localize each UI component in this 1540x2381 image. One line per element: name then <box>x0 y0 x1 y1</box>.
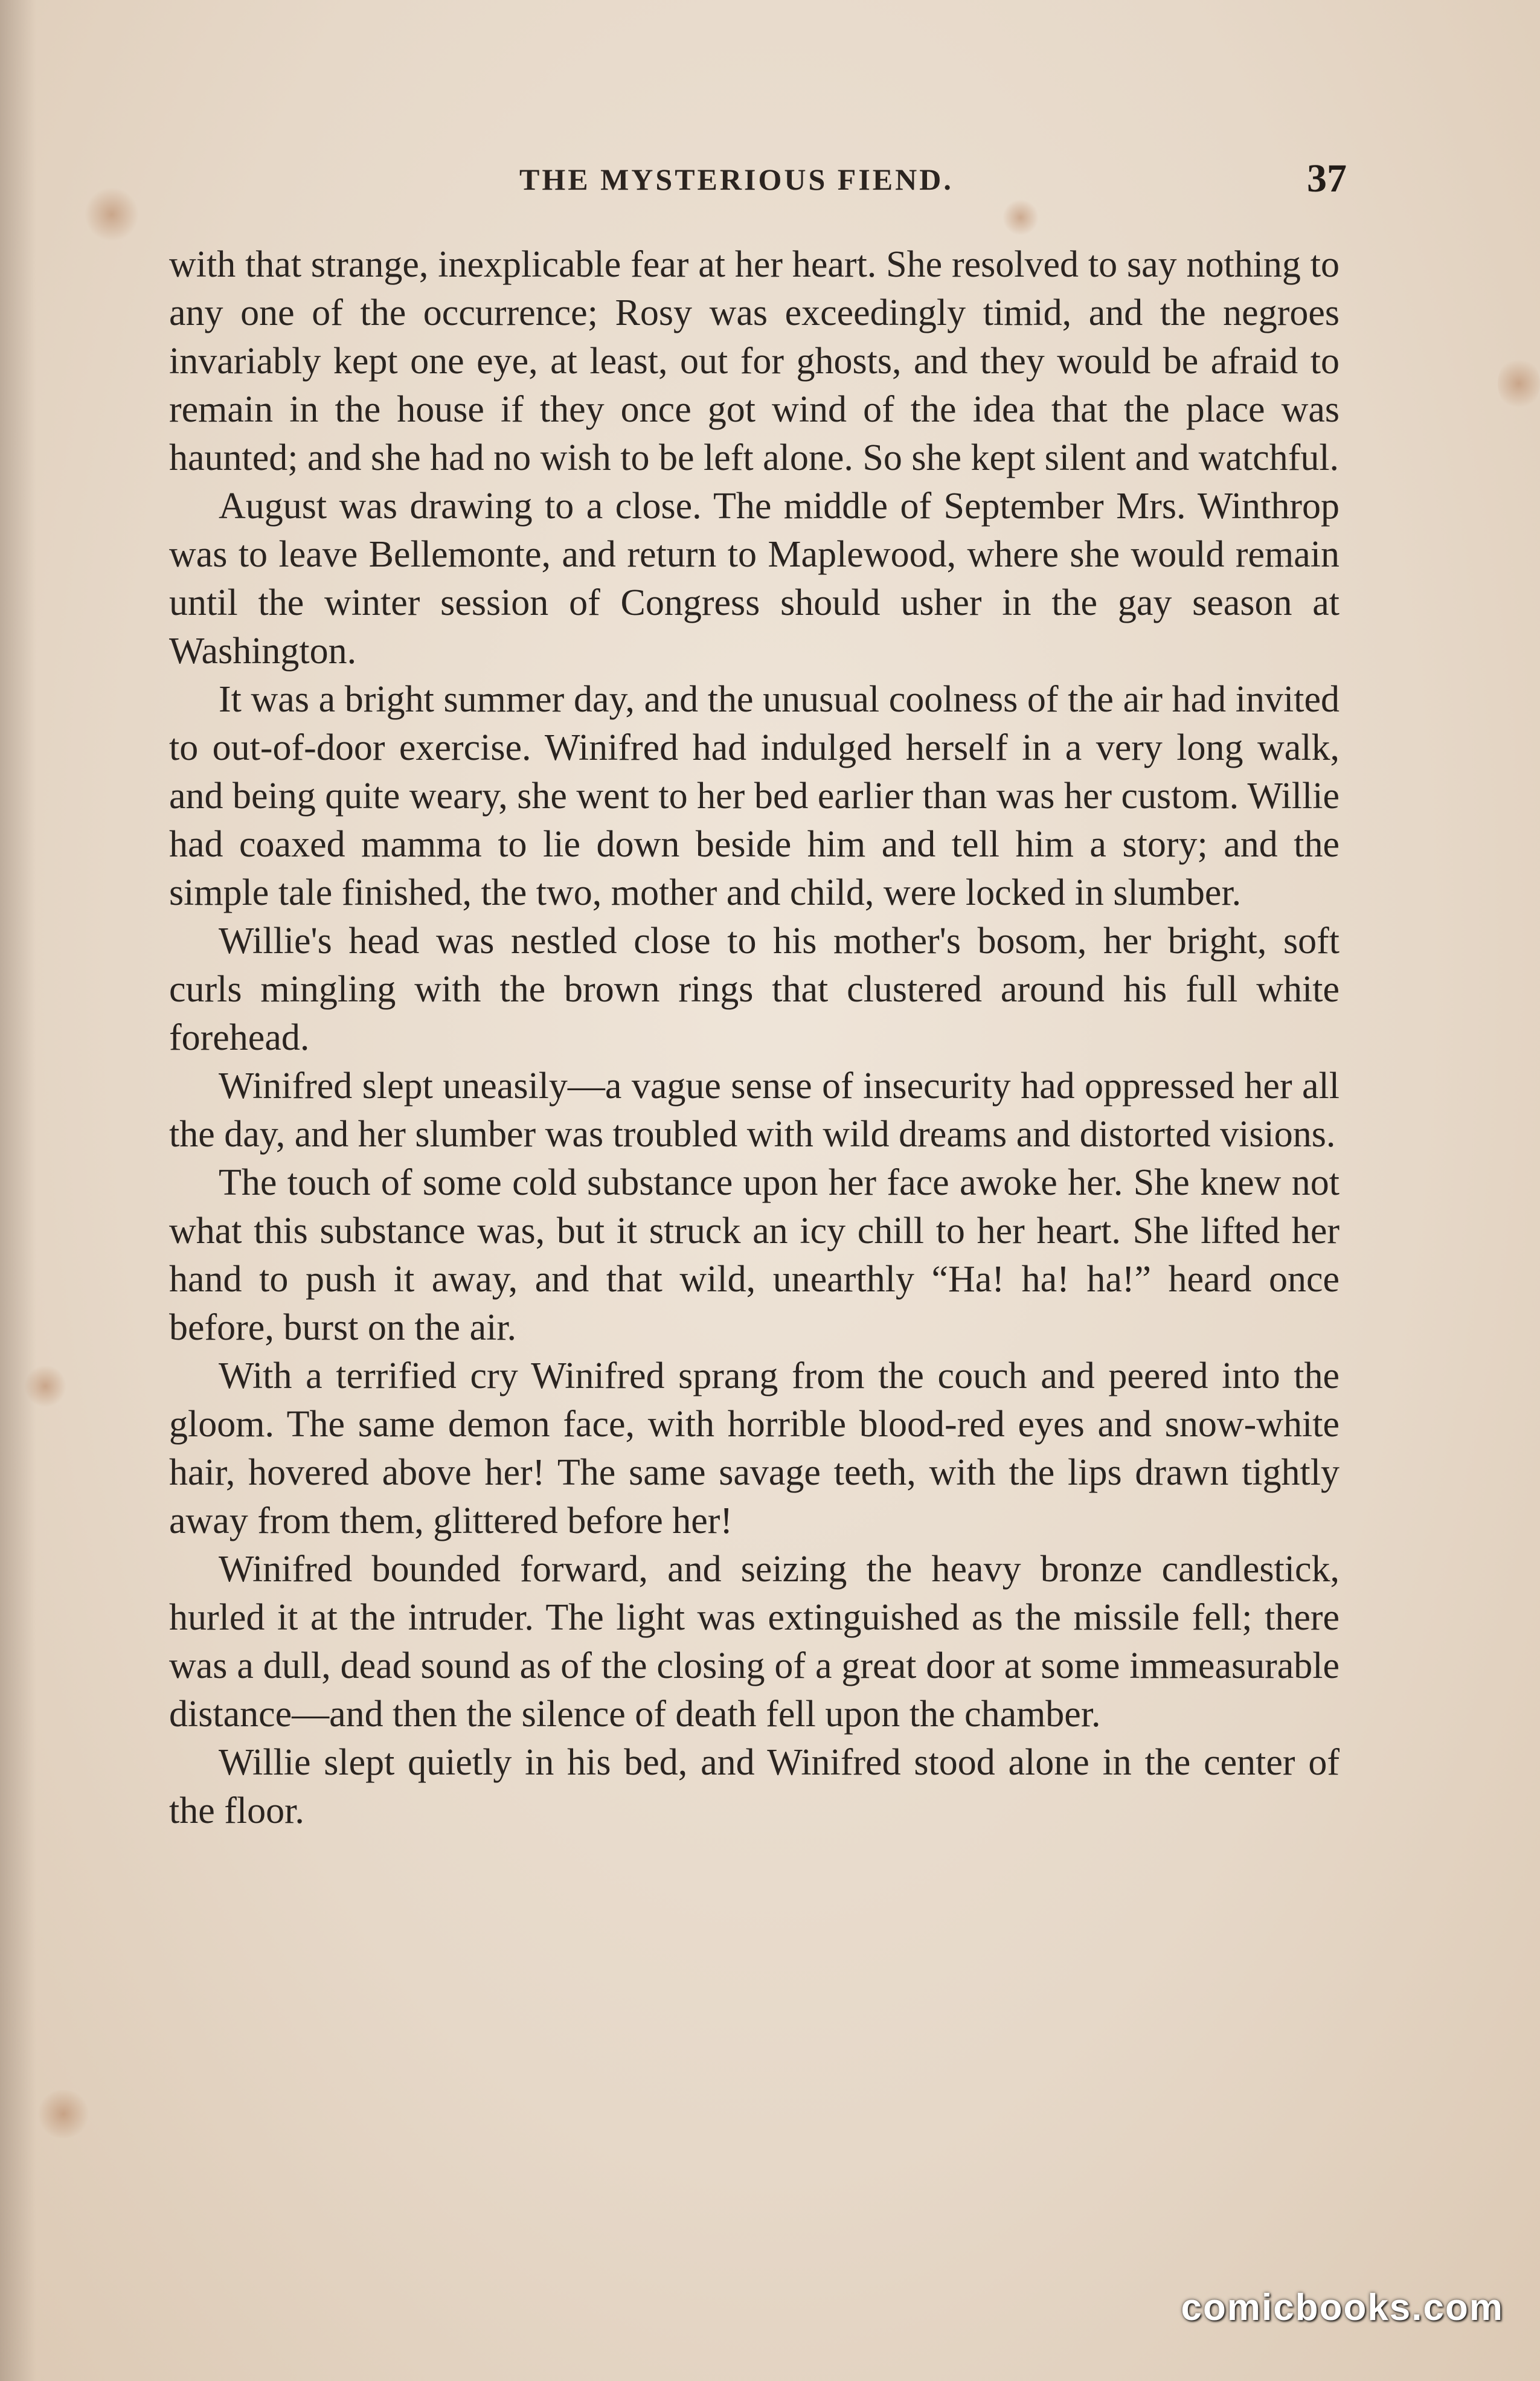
body-text <box>169 240 1339 1835</box>
paragraph: Winifred bounded forward, and seizing the heavy bronze candlestick, hurled it at the intruder. The light was extinguished as the missile fell; there was a dull, dead sound as of the closing of a great door at some immeasurable distance—and then the silence of death fell upon the chamber. <box>169 1549 1339 1735</box>
paragraph: with that strange, inexplicable fear at her heart. She resolved to say nothing to any one of the occurrence; Rosy was exceedingly timid, and the negroes invariably kept one eye, at least, out for ghosts, and they would be afraid to remain in the house if they once got wind of the idea that the place was haunted; and she had no wish to be left alone. So she kept silent and watchful. <box>169 244 1339 478</box>
paragraph: With a terrified cry Winifred sprang from the couch and peered into the gloom. The same demon face, with horrible blood-red eyes and snow-white hair, hovered above her! The same savage teeth, with the lips drawn tightly away from them, glittered before her! <box>169 1355 1339 1541</box>
paragraph: Willie's head was nestled close to his mother's bosom, her bright, soft curls mingling with the brown rings that clustered around his full white forehead. <box>169 921 1339 1058</box>
foxing-stain <box>1498 356 1540 411</box>
watermark: comicbooks.com <box>1181 2287 1504 2328</box>
paragraph: August was drawing to a close. The middle of September Mrs. Winthrop was to leave Bellemonte, and return to Maplewood, where she would remain until the winter session of Congress should usher in the gay season at Washington. <box>169 486 1339 672</box>
foxing-stain <box>85 187 139 242</box>
page-edge-shadow <box>0 0 36 2381</box>
paragraph: It was a bright summer day, and the unusual coolness of the air had invited to out-of-door exercise. Winifred had indulged herself in a very long walk, and being quite weary, she went to her bed earlier than was her custom. Willie had coaxed mamma to lie down beside him and tell him a story; and the simple tale finished, the two, mother and child, were locked in slumber. <box>169 679 1339 913</box>
page-number: 37 <box>1307 156 1347 201</box>
paragraph: The touch of some cold substance upon her face awoke her. She knew not what this substance was, but it struck an icy chill to her heart. She lifted her hand to push it away, and that wild, unearthly “Ha! ha! ha!” heard once before, burst on the air. <box>169 1162 1339 1348</box>
paragraph: Willie slept quietly in his bed, and Winifred stood alone in the center of the floor. <box>169 1742 1339 1831</box>
running-head: THE MYSTERIOUS FIEND. <box>519 162 954 196</box>
foxing-stain <box>36 2090 91 2138</box>
page-header <box>169 158 1347 207</box>
paragraph: Winifred slept uneasily—a vague sense of insecurity had oppressed her all the day, and her slumber was troubled with wild dreams and distorted visions. <box>169 1065 1339 1155</box>
foxing-stain <box>24 1365 66 1407</box>
